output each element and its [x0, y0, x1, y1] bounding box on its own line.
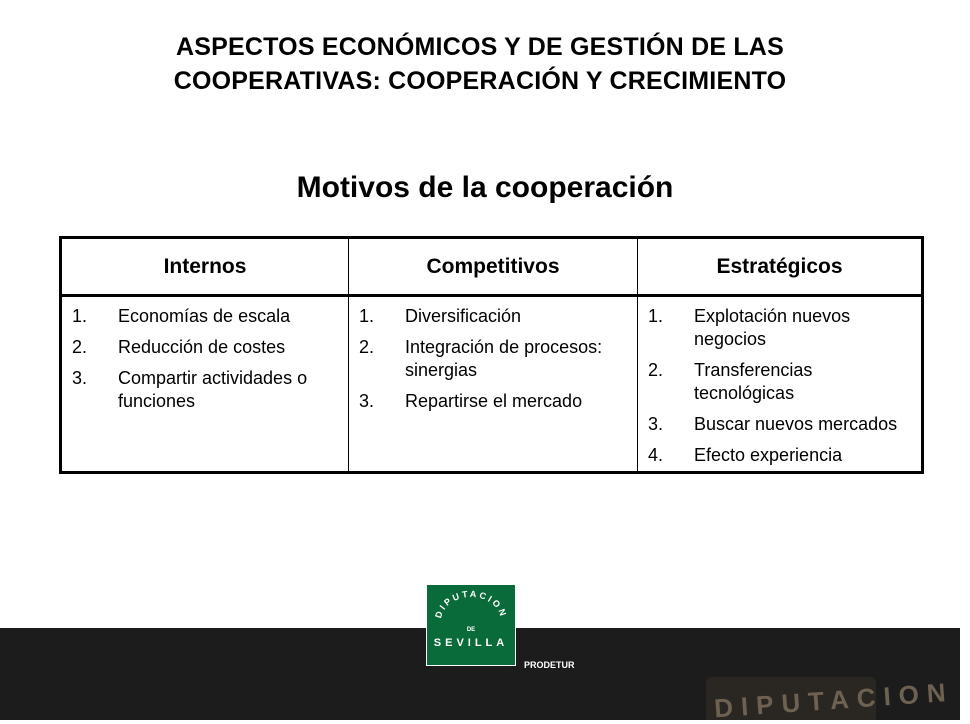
item-text: Compartir actividades o funciones	[118, 368, 308, 411]
slide-title	[40, 30, 920, 98]
item-text: Integración de procesos: sinergias	[405, 337, 603, 380]
item-text: Buscar nuevos mercados	[694, 414, 898, 434]
item-text: Transferencias tecnológicas	[694, 360, 813, 403]
list-item	[648, 305, 913, 351]
list-item	[72, 305, 340, 328]
list-item	[359, 305, 629, 328]
item-text: Reducción de costes	[118, 337, 286, 357]
item-number: 3.	[648, 414, 664, 434]
list-item	[72, 367, 340, 413]
estrategicos-list	[648, 305, 913, 467]
slide-subtitle: Motivos de la cooperación	[296, 171, 674, 204]
header-internos: Internos	[61, 238, 349, 296]
list-item	[648, 359, 913, 405]
org-label: PRODETUR	[524, 660, 575, 670]
table-row	[61, 296, 923, 473]
item-number: 3.	[72, 368, 88, 388]
watermark-logo	[706, 676, 955, 724]
item-number: 2.	[648, 360, 664, 380]
competitivos-list	[359, 305, 629, 413]
item-number: 1.	[72, 306, 88, 326]
item-number: 2.	[359, 337, 375, 357]
item-text: Explotación nuevos negocios	[694, 306, 851, 349]
svg-text:DIPUTACION	[433, 589, 509, 620]
item-text: Repartirse el mercado	[405, 391, 583, 411]
list-item	[359, 336, 629, 382]
item-number: 1.	[359, 306, 375, 326]
motives-table	[59, 236, 924, 474]
logo-arc-icon	[427, 585, 515, 665]
item-number: 2.	[72, 337, 88, 357]
header-competitivos: Competitivos	[349, 238, 638, 296]
title-line-1: ASPECTOS ECONÓMICOS Y DE GESTIÓN DE LAS	[176, 33, 784, 61]
list-item	[72, 336, 340, 359]
logo-mid-text: DE	[466, 627, 476, 633]
table-header-row	[61, 238, 923, 296]
item-number: 3.	[359, 391, 375, 411]
watermark-text: DIPUTACION	[713, 676, 955, 724]
header-estrategicos: Estratégicos	[638, 238, 923, 296]
cell-internos	[61, 296, 349, 473]
list-item	[359, 390, 629, 413]
diputacion-sevilla-logo	[426, 584, 516, 666]
cell-estrategicos	[638, 296, 923, 473]
logo-arc-text: DIPUTACION	[433, 588, 509, 620]
item-number: 4.	[648, 445, 664, 465]
internos-list	[72, 305, 340, 413]
item-number: 1.	[648, 306, 664, 326]
logo-bottom-text: SEVILLA	[433, 637, 509, 649]
cell-competitivos	[349, 296, 638, 473]
list-item	[648, 444, 913, 467]
item-text: Efecto experiencia	[694, 445, 843, 465]
title-line-2: COOPERATIVAS: COOPERACIÓN Y CRECIMIENTO	[173, 67, 787, 95]
item-text: Diversificación	[405, 306, 522, 326]
item-text: Economías de escala	[118, 306, 291, 326]
list-item	[648, 413, 913, 436]
